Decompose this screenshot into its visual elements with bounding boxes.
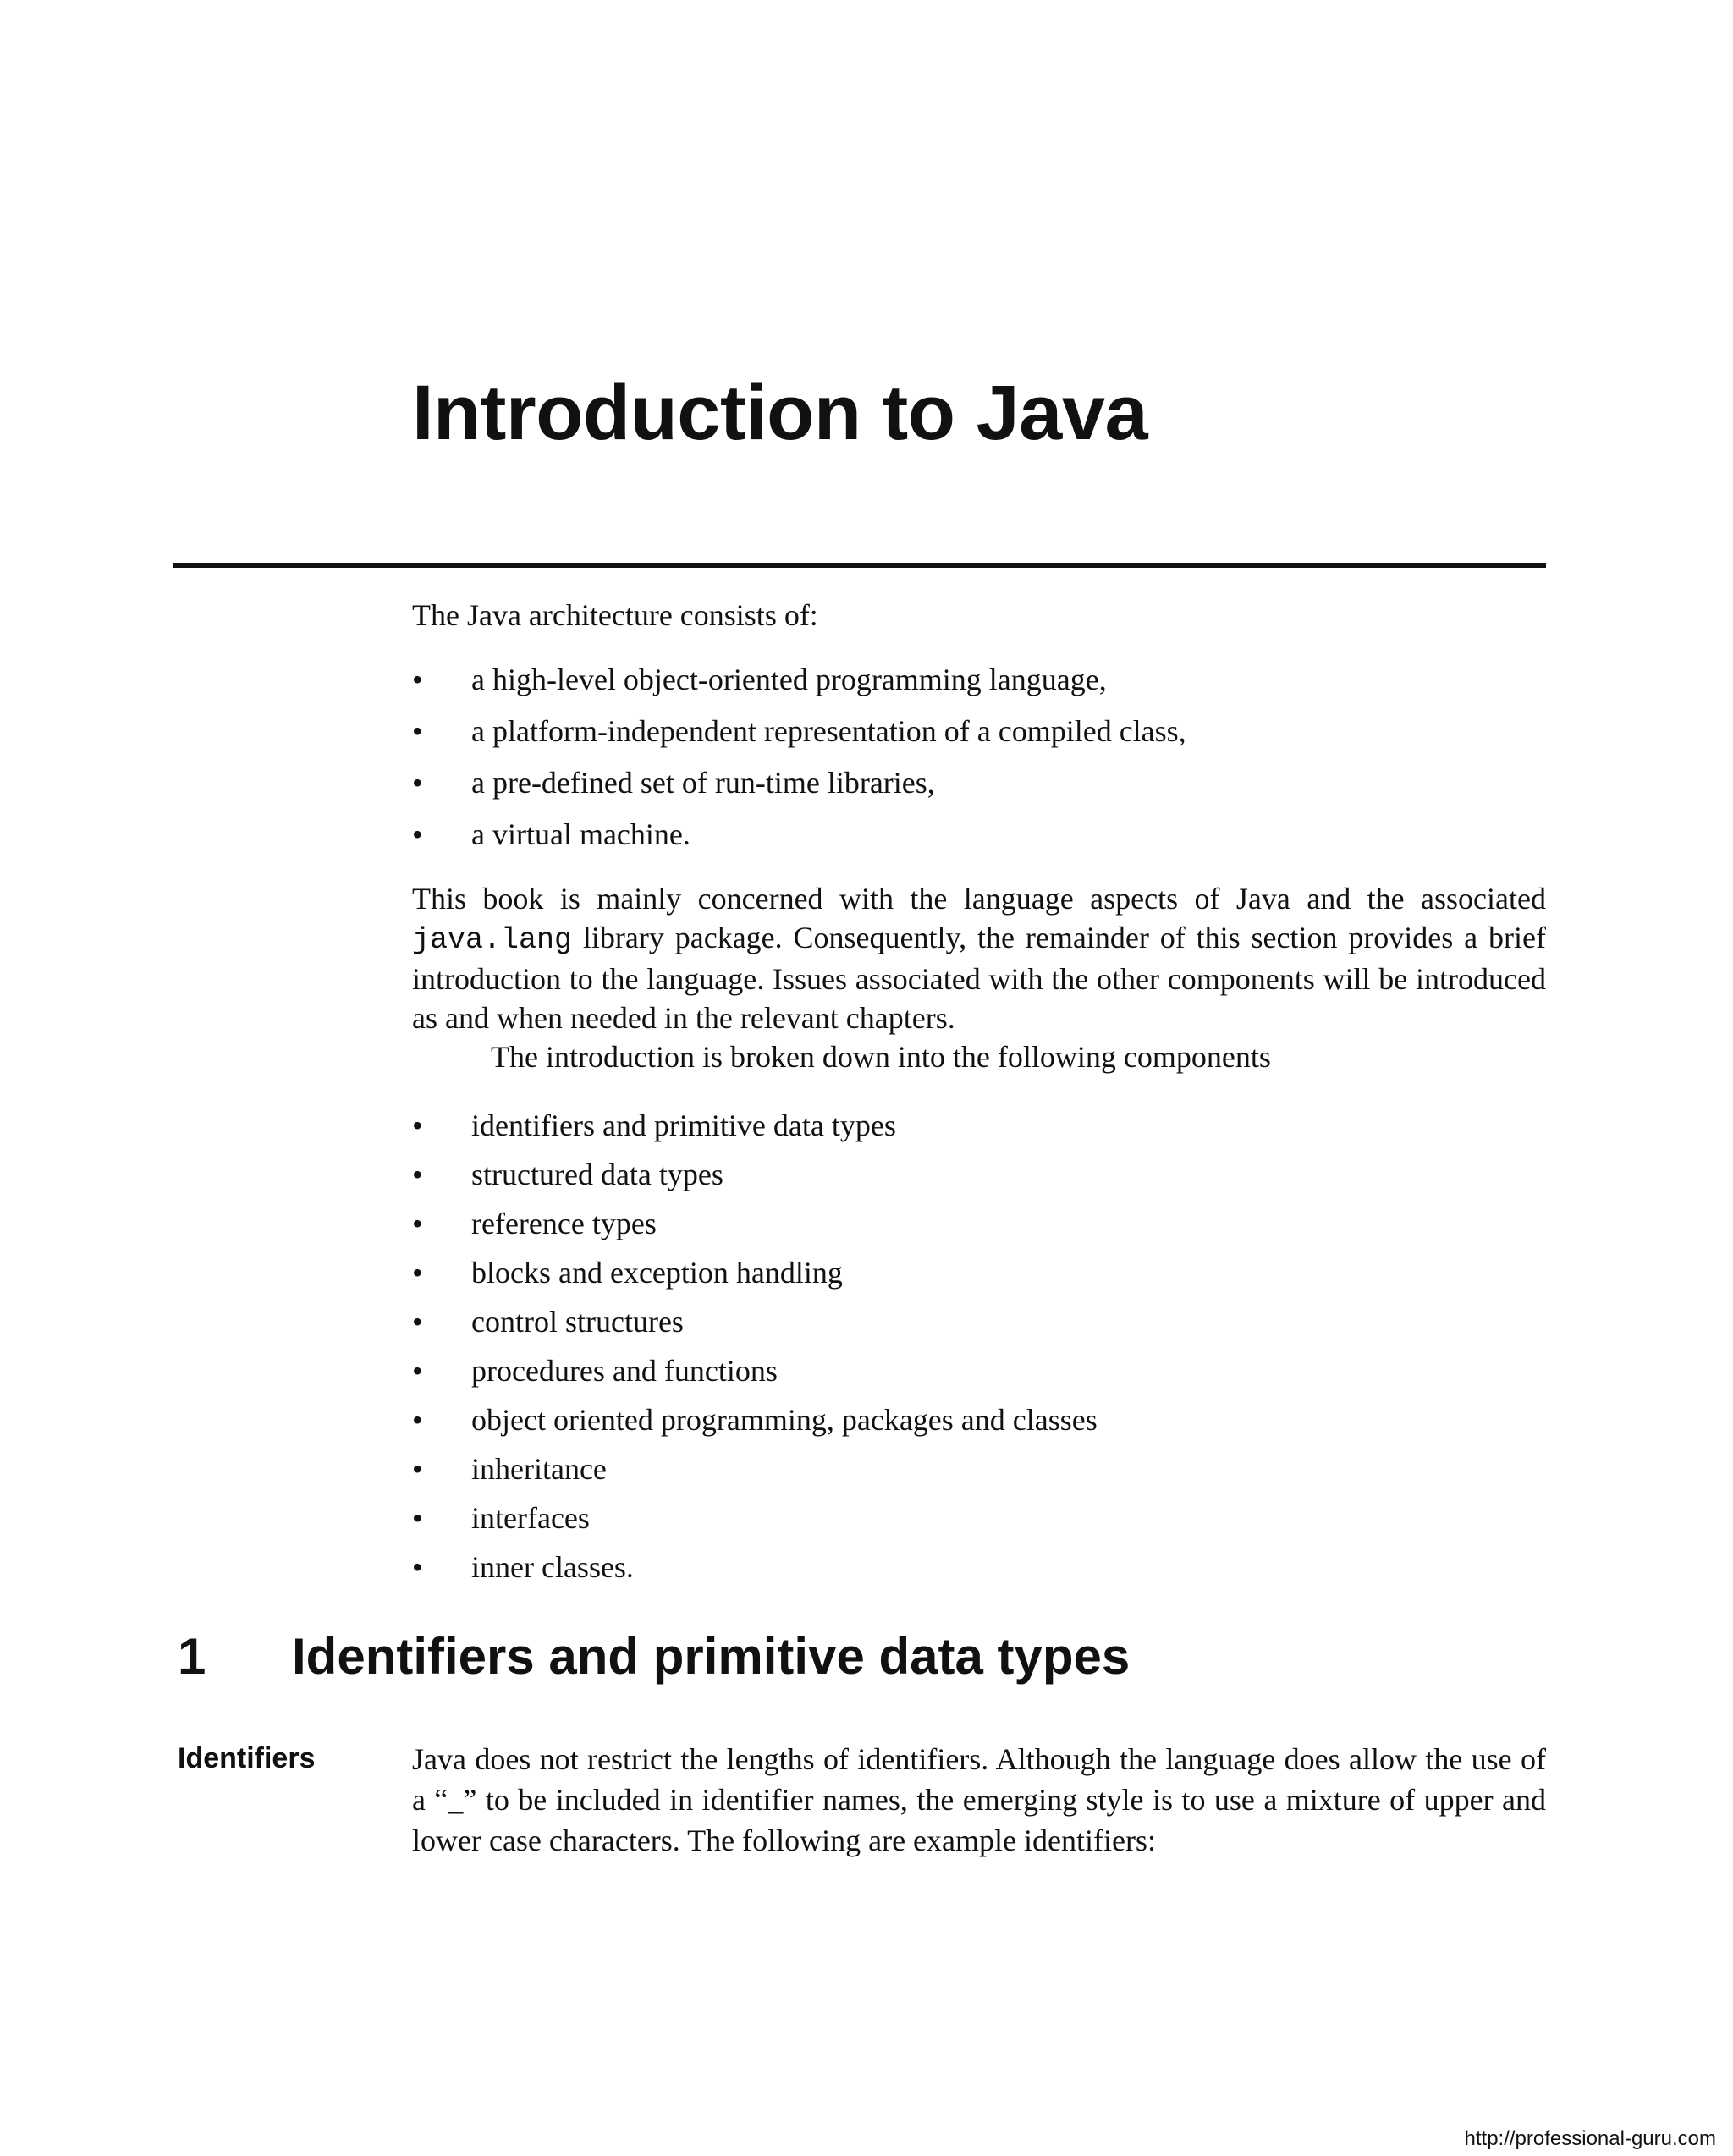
- breakdown-lead: The introduction is broken down into the following components: [491, 1040, 1271, 1074]
- bullet-icon: •: [412, 1550, 423, 1584]
- margin-label-identifiers: Identifiers: [178, 1742, 316, 1774]
- list-item: • blocks and exception handling: [412, 1248, 1546, 1297]
- list-item: • a virtual machine.: [412, 815, 1546, 854]
- list-item: • identifiers and primitive data types: [412, 1101, 1546, 1150]
- list-item: • a pre-defined set of run-time libraries,: [412, 763, 1546, 802]
- list-item: • inheritance: [412, 1444, 1546, 1493]
- list-item: • reference types: [412, 1199, 1546, 1248]
- list-item: • structured data types: [412, 1150, 1546, 1199]
- bullet-icon: •: [412, 1256, 423, 1290]
- bullet-icon: •: [412, 1403, 423, 1437]
- book-scope-paragraph: This book is mainly concerned with the language aspects of Java and the associated java.lang library package. Consequently, the remainder of this section provides a brief introduction to the language. Issues associated with the other components will be introduced as and when needed in the relevant chapters.: [412, 882, 1546, 1035]
- intro-content: [412, 596, 1546, 1592]
- list-item: • control structures: [412, 1297, 1546, 1346]
- list-item: • inner classes.: [412, 1543, 1546, 1592]
- topics-list: [412, 1101, 1546, 1592]
- title-rule: [173, 563, 1546, 568]
- bullet-icon: •: [412, 817, 423, 851]
- list-item: • interfaces: [412, 1493, 1546, 1543]
- bullet-icon: •: [412, 1354, 423, 1388]
- bullet-icon: •: [412, 1452, 423, 1486]
- code-java-lang: java.lang: [412, 923, 573, 957]
- list-item: • object oriented programming, packages and classes: [412, 1395, 1546, 1444]
- bullet-icon: •: [412, 1207, 423, 1240]
- bullet-icon: •: [412, 714, 423, 748]
- section-1-heading: [178, 1628, 1131, 1685]
- architecture-list: [412, 660, 1546, 854]
- architecture-lead: The Java architecture consists of:: [412, 598, 818, 632]
- bullet-icon: •: [412, 1108, 423, 1142]
- section-number: 1: [178, 1628, 206, 1685]
- list-item: • procedures and functions: [412, 1346, 1546, 1395]
- bullet-icon: •: [412, 1501, 423, 1535]
- bullet-icon: •: [412, 766, 423, 800]
- bullet-icon: •: [412, 1158, 423, 1191]
- identifiers-paragraph: Java does not restrict the lengths of identifiers. Although the language does allow the use of a “_” to be included in identifier names, the emerging style is to use a mixture of upper and lower case characters. The following are example identifiers:: [412, 1742, 1546, 1857]
- bullet-icon: •: [412, 663, 423, 696]
- page-title: Introduction to Java: [412, 370, 1148, 456]
- list-item: • a platform-independent representation of a compiled class,: [412, 712, 1546, 751]
- bullet-icon: •: [412, 1305, 423, 1339]
- section-title: Identifiers and primitive data types: [292, 1628, 1131, 1685]
- list-item: • a high-level object-oriented programming language,: [412, 660, 1546, 699]
- footer-url[interactable]: http://professional-guru.com: [1464, 2127, 1716, 2150]
